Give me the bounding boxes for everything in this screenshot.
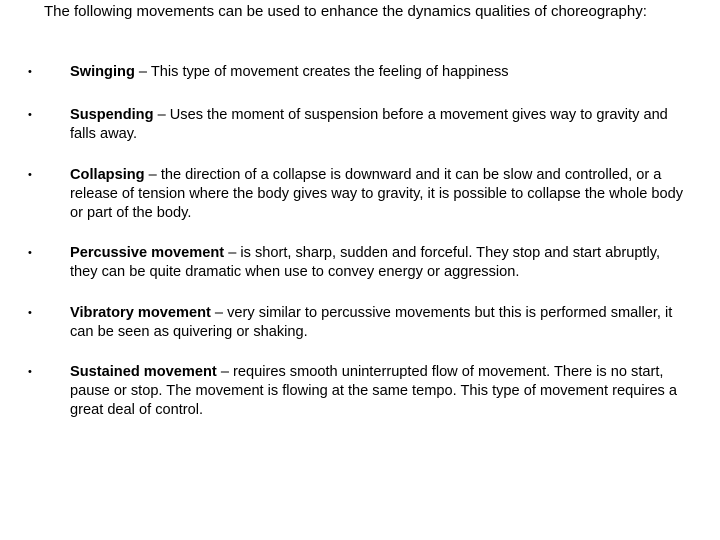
list-item-text: [70, 304, 685, 342]
list-item-term: Suspending: [70, 107, 154, 123]
bullet-icon: •: [28, 169, 32, 181]
list-item-desc: – the direction of a collapse is downward and it can be slow and controlled, or a release of tension where the body gives way to gravity, it is possible to collapse the whole body or part of the body.: [70, 167, 684, 221]
bullet-icon: •: [28, 366, 32, 378]
list-item-text: [70, 63, 685, 82]
list-item-desc: – Uses the moment of suspension before a movement gives way to gravity and falls away.: [70, 107, 668, 142]
intro-text: The following movements can be used to enhance the dynamics qualities of choreography:: [44, 3, 647, 20]
list-item-text: [70, 106, 685, 144]
list-item-desc: – This type of movement creates the feeling of happiness: [134, 64, 509, 80]
list-item-term: Vibratory movement: [70, 305, 211, 321]
bullet-icon: •: [28, 109, 32, 121]
bullet-icon: •: [28, 307, 32, 319]
list-item-term: Collapsing: [70, 167, 145, 183]
list-item-term: Percussive movement: [70, 245, 225, 261]
list-item-desc: – is short, sharp, sudden and forceful. They stop and start abruptly, they can be quite dramatic when use to convey energy or aggression.: [70, 245, 661, 280]
list-item-term: Sustained movement: [70, 364, 217, 380]
bullet-icon: •: [28, 247, 32, 259]
list-item-term: Swinging: [70, 64, 135, 80]
list-item-desc: – requires smooth uninterrupted flow of movement. There is no start, pause or stop. The movement is flowing at the same tempo. This type of movement requires a great deal of control.: [70, 364, 678, 418]
list-item-text: [70, 166, 685, 223]
list-item-desc: – very similar to percussive movements but this is performed smaller, it can be seen as quivering or shaking.: [70, 305, 673, 340]
list-item-text: [70, 244, 685, 282]
bullet-icon: •: [28, 66, 32, 78]
list-item-text: [70, 363, 685, 420]
